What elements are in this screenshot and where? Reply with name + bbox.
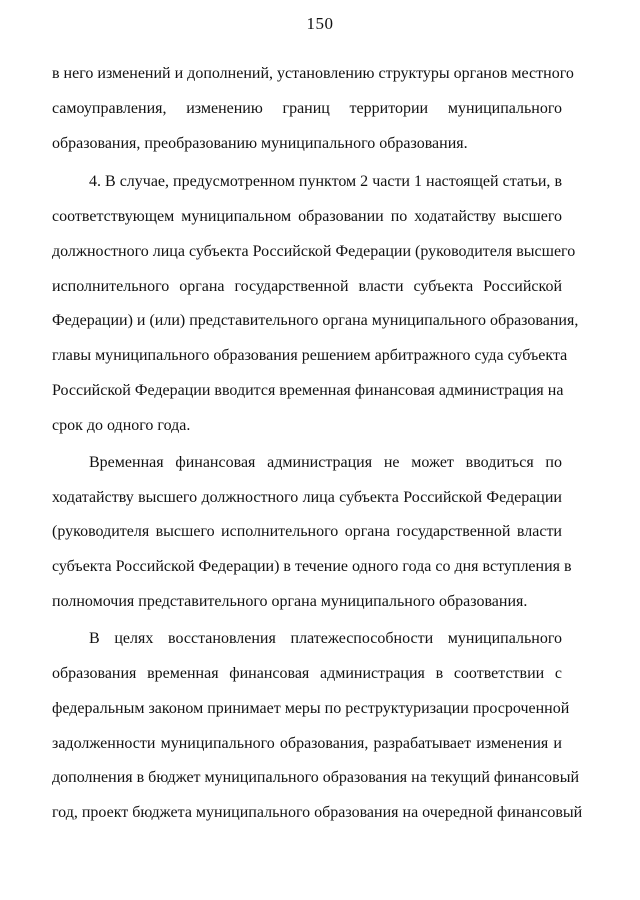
text-line: Федерации) и (или) представительного органа муниципального образования, (52, 312, 579, 329)
page-number: 150 (306, 14, 334, 33)
text-line: В целях восстановления платежеспособности муниципального (89, 630, 562, 647)
text-line: ходатайству высшего должностного лица субъекта Российской Федерации (52, 489, 562, 506)
text-line: соответствующем муниципальном образовании по ходатайству высшего (52, 208, 562, 225)
text-line: 4. В случае, предусмотренном пунктом 2 части 1 настоящей статьи, в (89, 173, 562, 190)
text-line: субъекта Российской Федерации) в течение одного года со дня вступления в (52, 558, 572, 575)
text-line: задолженности муниципального образования, разрабатывает изменения и (52, 735, 562, 752)
text-line: главы муниципального образования решением арбитражного суда субъекта (52, 347, 568, 364)
text-line: образования временная финансовая администрация в соответствии с (52, 665, 562, 682)
text-line: год, проект бюджета муниципального образования на очередной финансовый (52, 804, 583, 821)
text-line: срок до одного года. (52, 417, 191, 434)
text-line: образования, преобразованию муниципального образования. (52, 135, 468, 152)
text-line: Временная финансовая администрация не может вводиться по (89, 454, 562, 471)
text-line: должностного лица субъекта Российской Федерации (руководителя высшего (52, 243, 576, 260)
text-line: в него изменений и дополнений, установлению структуры органов местного (52, 65, 574, 82)
text-line: федеральным законом принимает меры по реструктуризации просроченной (52, 700, 570, 717)
text-line: дополнения в бюджет муниципального образования на текущий финансовый (52, 769, 579, 786)
text-line: исполнительного органа государственной власти субъекта Российской (52, 278, 562, 295)
text-line: самоуправления, изменению границ территории муниципального (52, 100, 562, 117)
text-line: (руководителя высшего исполнительного органа государственной власти (52, 523, 562, 540)
text-line: полномочия представительного органа муниципального образования. (52, 593, 528, 610)
text-line: Российской Федерации вводится временная финансовая администрация на (52, 382, 564, 399)
